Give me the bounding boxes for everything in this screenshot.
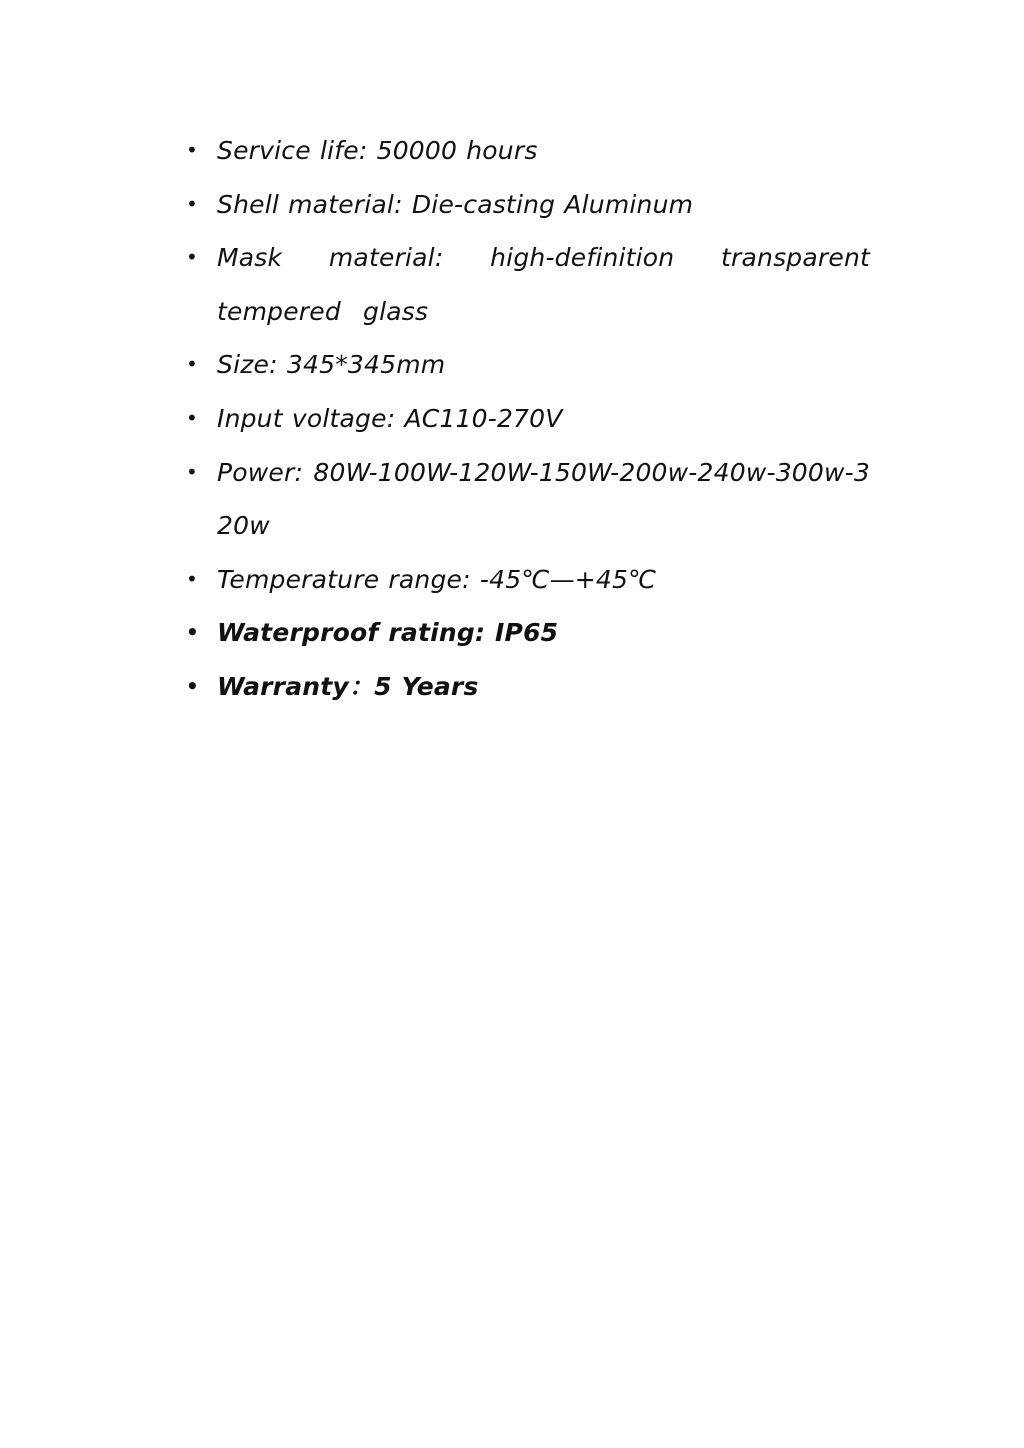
spec-text: Shell material: Die-casting Aluminum [217,189,694,219]
spec-text: Size: 345*345mm [217,350,446,380]
bullet-icon: • [186,138,198,162]
spec-warranty [186,660,870,714]
spec-shell-material [186,178,870,232]
spec-power [186,446,870,553]
spec-text: Temperature range: -45℃—+45℃ [217,564,657,594]
bullet-icon: • [186,566,198,591]
spec-service-life [186,124,870,178]
spec-text: Warranty：5 Years [217,671,479,701]
bullet-icon: • [186,459,198,484]
spec-temperature-range [186,553,870,607]
spec-size [186,338,870,392]
bullet-icon: • [186,620,199,645]
spec-mask-material [186,231,870,338]
bullet-icon: • [186,673,199,698]
spec-waterproof-rating [186,606,870,660]
spec-text: Service life: 50000 hours [217,136,538,165]
spec-input-voltage [186,392,870,446]
bullet-icon: • [186,352,198,377]
spec-text: Waterproof rating: IP65 [217,618,559,648]
bullet-icon: • [186,405,198,430]
bullet-icon: • [186,191,198,216]
spec-text: Power: 80W-100W-120W-150W-200w-240w-300w-320w [217,457,870,541]
spec-text: Input voltage: AC110-270V [217,403,563,433]
bullet-icon: • [186,245,198,270]
spec-text: Mask material: high-definition transparent tempered glass [217,243,870,326]
spec-list [186,124,870,714]
